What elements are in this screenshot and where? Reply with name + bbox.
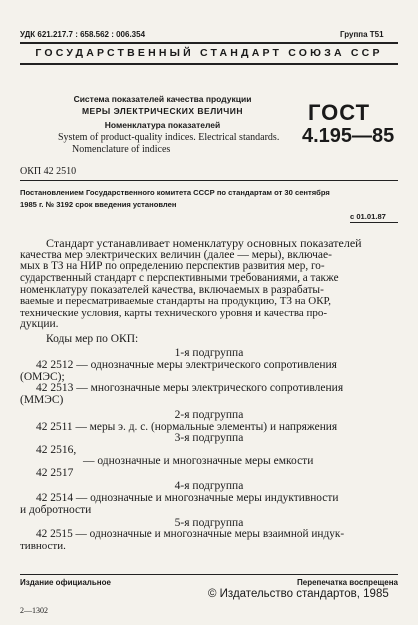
decree-line2: 1985 г. № 3192 срок введения установлен	[20, 200, 177, 209]
code-line: 42 2511 — меры э. д. с. (нормальные элементы) и напряжения	[36, 420, 338, 433]
code-line: 42 2516,	[36, 443, 77, 456]
code-line: 42 2513 — многозначные меры электрического сопротивления	[36, 382, 344, 395]
english-title-line1: System of product-quality indices. Electrical standards.	[58, 132, 280, 143]
code-line: 42 2514 — однозначные и многозначные меры индуктивности	[36, 491, 339, 504]
intro-line: ваемые и пересматриваемые стандарты на продукцию, ТЗ на ОКР,	[20, 295, 332, 308]
subgroup-heading: 5-я подгруппа	[174, 516, 244, 529]
print-mark: 2—1302	[20, 606, 48, 615]
english-title-line2: Nomenclature of indices	[72, 144, 171, 155]
code-line: (ММЭС)	[20, 393, 64, 406]
codes-intro: Коды мер по ОКП:	[46, 333, 139, 346]
system-line: Система показателей качества продукции	[73, 94, 252, 104]
intro-line: качества мер электрических величин (далее — меры), включае-	[20, 248, 332, 261]
group-code: Группа Т51	[340, 30, 384, 39]
intro-line: Стандарт устанавливает номенклатуру основных показателей	[46, 236, 362, 250]
code-line: 42 2515 — однозначные и многозначные меры взаимной индук-	[36, 528, 345, 541]
gost-label: ГОСТ	[308, 100, 371, 125]
reprint-prohibited: Перепечатка воспрещена	[297, 578, 398, 587]
state-standard-banner: ГОСУДАРСТВЕННЫЙ СТАНДАРТ СОЮЗА ССР	[35, 47, 383, 59]
code-line: 42 2512 — однозначные меры электрического сопротивления	[36, 359, 337, 371]
okp-rule	[20, 180, 398, 181]
udk-code: УДК 621.217.7 : 658.562 : 006.354	[20, 30, 146, 39]
decree-date: с 01.01.87	[350, 212, 386, 221]
intro-line: сударственный стандарт с перспективными требованиями, а также	[20, 271, 339, 284]
subgroup-heading: 1-я подгруппа	[174, 347, 244, 360]
intro-line: номенклатуру показателей качества, включаемых в разрабаты-	[20, 283, 324, 296]
code-line: (ОМЭС);	[20, 370, 65, 383]
footer-rule	[20, 574, 398, 575]
subgroup-heading: 2-я подгруппа	[174, 408, 244, 421]
official-edition: Издание официальное	[20, 578, 111, 587]
decree-date-underline	[350, 222, 398, 223]
standard-title: МЕРЫ ЭЛЕКТРИЧЕСКИХ ВЕЛИЧИН	[81, 106, 244, 116]
code-line: и добротности	[20, 503, 92, 516]
intro-line: мых в ТЗ на НИР по определению перспектив развития мер, го-	[20, 260, 325, 273]
subgroup-heading: 4-я подгруппа	[174, 480, 244, 493]
intro-line: дукции.	[20, 318, 59, 331]
standard-subtitle: Номенклатура показателей	[104, 120, 221, 130]
decree-line1: Постановлением Государственного комитета СССР по стандартам от 30 сентября	[20, 188, 330, 197]
subgroup-heading: 3-я подгруппа	[174, 432, 244, 445]
code-line: 42 2517	[36, 466, 74, 479]
publisher-copyright: © Издательство стандартов, 1985	[208, 588, 389, 600]
header-rule-bottom	[20, 63, 398, 65]
intro-line: технические условия, карты технического уровня и качества про-	[20, 306, 328, 319]
code-line: тивности.	[20, 540, 66, 552]
header-rule-top	[20, 42, 398, 44]
okp-code: ОКП 42 2510	[20, 166, 77, 177]
code-line: — однозначные и многозначные меры емкости	[83, 455, 314, 468]
gost-number: 4.195—85	[302, 125, 395, 147]
